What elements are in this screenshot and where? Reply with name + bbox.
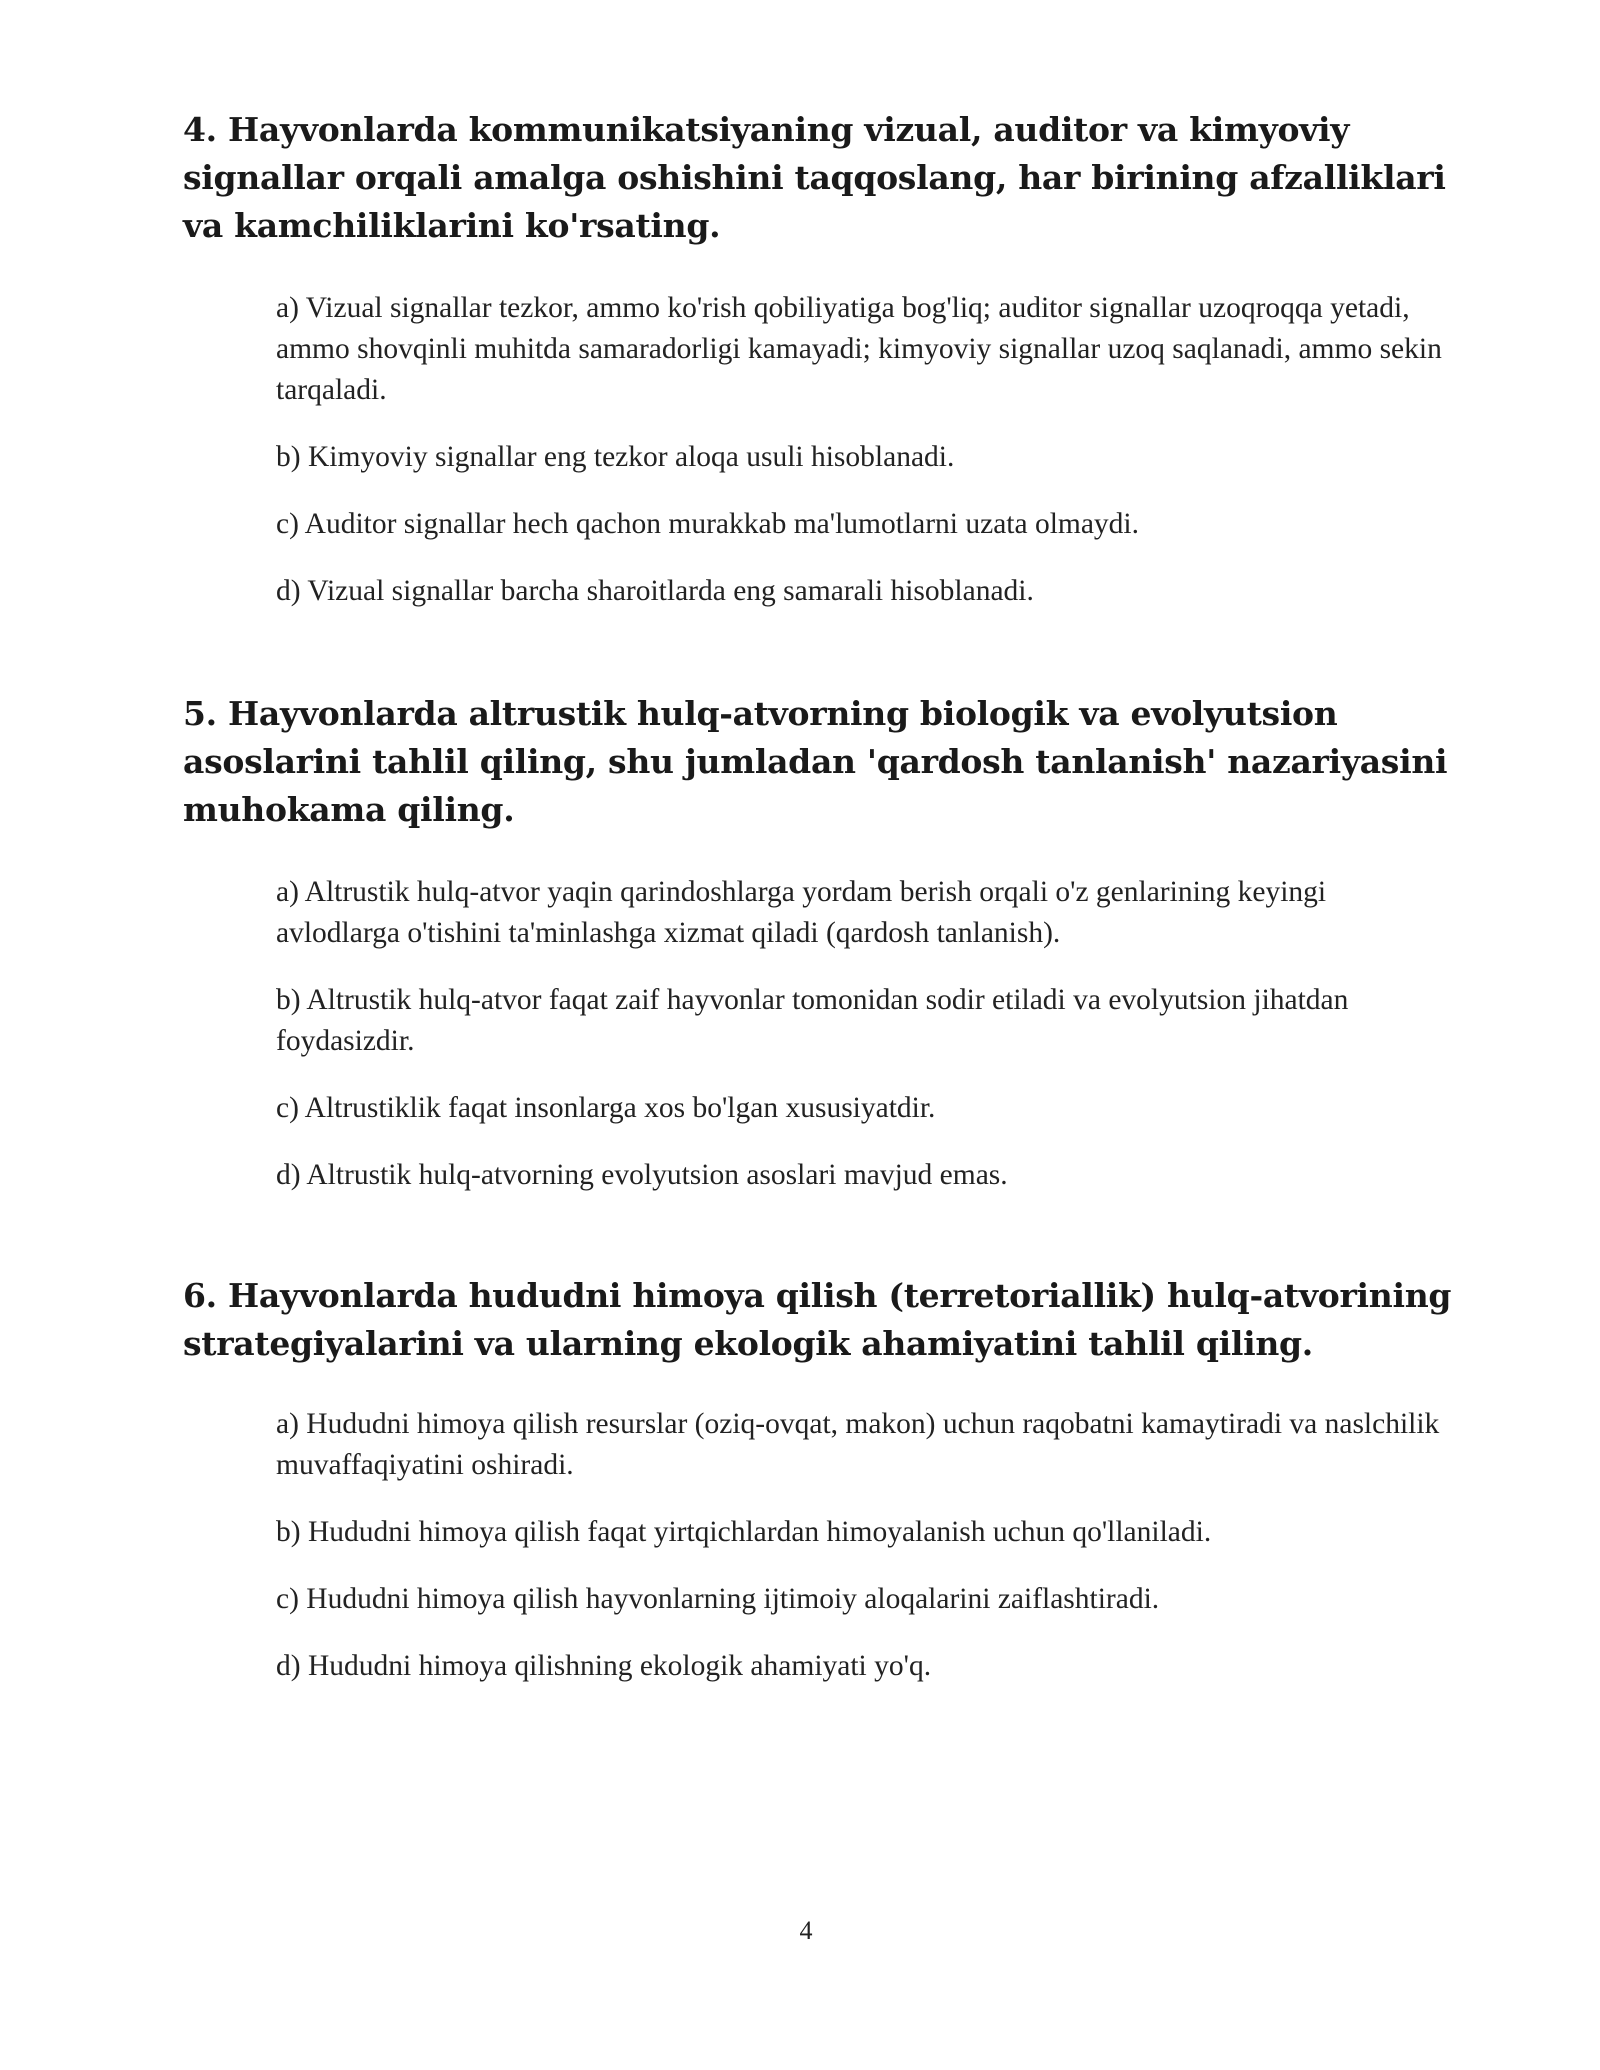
- option-b: b) Altrustik hulq-atvor faqat zaif hayvonlar tomonidan sodir etiladi va evolyutsion jihatdan foydasizdir.: [276, 984, 1349, 1057]
- answer-options: [276, 872, 1446, 1196]
- question-title: 5. Hayvonlarda altrustik hulq-atvorning biologik va evolyutsion asoslarini tahlil qiling, shu jumladan 'qardosh tanlanish' nazariyasini muhokama qiling.: [183, 694, 1448, 829]
- option-b: b) Hududni himoya qilish faqat yirtqichlardan himoyalanish uchun qo'llaniladi.: [276, 1516, 1212, 1548]
- question-title: 6. Hayvonlarda hududni himoya qilish (terretoriallik) hulq-atvorining strategiyalarini va ularning ekologik ahamiyatini tahlil qiling.: [183, 1276, 1452, 1363]
- option-c: c) Auditor signallar hech qachon murakkab ma'lumotlarni uzata olmaydi.: [276, 508, 1140, 540]
- question-4: [183, 106, 1453, 612]
- answer-options: [276, 288, 1446, 612]
- option-a: a) Hududni himoya qilish resurslar (oziq-ovqat, makon) uchun raqobatni kamaytiradi va naslchilik muvaffaqiyatini oshiradi.: [276, 1408, 1440, 1481]
- question-5: [183, 690, 1453, 1196]
- question-title: 4. Hayvonlarda kommunikatsiyaning vizual, auditor va kimyoviy signallar orqali amalga oshishini taqqoslang, har birining afzalliklari va kamchiliklarini ko'rsating.: [183, 110, 1446, 245]
- question-6: [183, 1272, 1453, 1687]
- option-d: d) Vizual signallar barcha sharoitlarda eng samarali hisoblanadi.: [276, 575, 1034, 607]
- option-a: a) Vizual signallar tezkor, ammo ko'rish qobiliyatiga bog'liq; auditor signallar uzoqroqqa yetadi, ammo shovqinli muhitda samaradorligi kamayadi; kimyoviy signallar uzoq saqlanadi, ammo sekin tarqaladi.: [276, 292, 1442, 406]
- page-number: 4: [799, 1916, 813, 1945]
- option-d: d) Hududni himoya qilishning ekologik ahamiyati yo'q.: [276, 1650, 932, 1682]
- answer-options: [276, 1404, 1446, 1687]
- option-d: d) Altrustik hulq-atvorning evolyutsion asoslari mavjud emas.: [276, 1159, 1008, 1191]
- option-c: c) Hududni himoya qilish hayvonlarning ijtimoiy aloqalarini zaiflashtiradi.: [276, 1583, 1160, 1615]
- option-a: a) Altrustik hulq-atvor yaqin qarindoshlarga yordam berish orqali o'z genlarining keyingi avlodlarga o'tishini ta'minlashga xizmat qiladi (qardosh tanlanish).: [276, 876, 1327, 949]
- option-b: b) Kimyoviy signallar eng tezkor aloqa usuli hisoblanadi.: [276, 441, 955, 473]
- option-c: c) Altrustiklik faqat insonlarga xos bo'lgan xususiyatdir.: [276, 1092, 936, 1124]
